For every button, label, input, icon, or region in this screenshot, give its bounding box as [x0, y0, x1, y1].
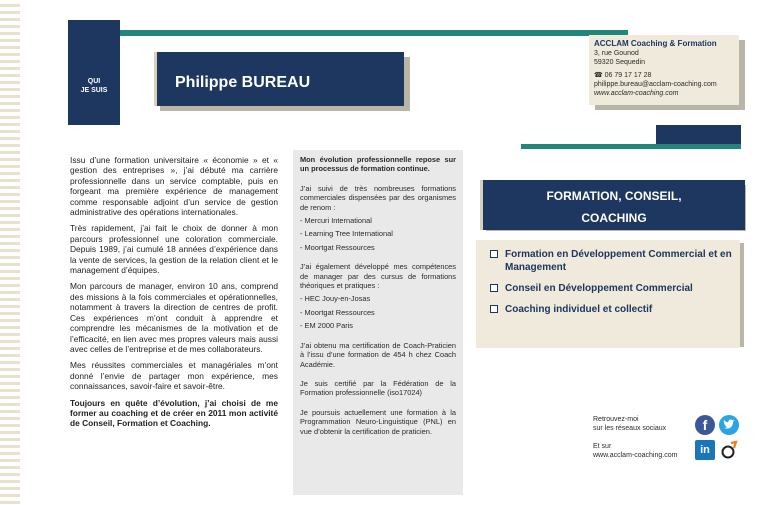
contact-email[interactable]: philippe.bureau@acclam-coaching.com: [594, 81, 717, 88]
decorative-stripes: [0, 0, 20, 505]
services-banner: [480, 180, 745, 230]
side-tab: [68, 20, 120, 125]
contact-website[interactable]: www.acclam-coaching.com: [594, 90, 679, 97]
bio-paragraph: Mon parcours de manager, environ 10 ans, comprend des missions à la fois commerciales et opérationnelles, notamment à travers la direction de centres de profit. Ces expériences m’ont conduit à apprendre et comprendre les mécanismes de la motivation et de l’efficacité, en lien avec mes propres valeurs mais aussi avec celles de l’entreprise et de mes collaborateurs.: [70, 281, 278, 354]
training-school: - Moortgat Ressources: [300, 307, 375, 317]
certification-text: J’ai obtenu ma certification de Coach-Praticien à l’issu d’une formation de 454 h chez Coach Académie.: [300, 340, 456, 369]
viadeo-icon[interactable]: [719, 440, 739, 460]
bio-paragraph-bold: Toujours en quête d’évolution, j’ai choisi de me former au coaching et de créer en 2011 mon activité de Conseil, Formation et Coaching.: [70, 397, 278, 429]
name-box: [154, 52, 404, 106]
page-title: Philippe BUREAU: [175, 74, 311, 91]
top-accent-bar: [68, 30, 628, 36]
social-line: Et sur: [593, 443, 612, 450]
social-text: [593, 415, 677, 460]
training-org: - Learning Tree International: [300, 229, 393, 239]
bio-column: [70, 155, 278, 435]
pnl-text: Je poursuis actuellement une formation à la Programmation Neuro-Linguistique (PNL) en vue d’obtenir la certification de praticien.: [300, 407, 456, 436]
training-school: - HEC Jouy-en-Josas: [300, 294, 371, 304]
contact-card: [589, 35, 739, 105]
contact-org: ACCLAM Coaching & Formation: [594, 39, 717, 48]
side-tab-line1: QUI: [87, 78, 101, 85]
facebook-icon[interactable]: f: [695, 415, 715, 435]
contact-street: 3, rue Gounod: [594, 50, 639, 57]
social-line: Retrouvez-moi: [593, 416, 639, 423]
training-intro: J’ai également développé mes compétences de manager par des cursus de formations théoriques et pratiques :: [300, 262, 456, 291]
social-website[interactable]: www.acclam-coaching.com: [593, 452, 678, 459]
training-org: - Mercuri International: [300, 216, 372, 226]
bio-paragraph: Très rapidement, j’ai fait le choix de donner à mon parcours professionnel une coloration commerciale. Depuis 1989, j’ai cumulé 18 années d’expérience dans la vente de services, la gestion de la relation client et le management d’équipes.: [70, 223, 278, 276]
twitter-icon[interactable]: [719, 415, 739, 435]
training-lead: Mon évolution professionnelle repose sur un processus de formation continue.: [300, 155, 456, 174]
training-org: - Moortgat Ressources: [300, 242, 375, 252]
accent-bar-teal: [521, 144, 741, 149]
contact-city: 59320 Sequedin: [594, 59, 645, 66]
social-line: sur les réseaux sociaux: [593, 425, 667, 432]
contact-phone: ☎ 06 79 17 17 28: [594, 72, 652, 79]
side-tab-line2: JE SUIS: [80, 87, 108, 94]
service-item: Formation en Développement Commercial et en Management: [490, 248, 732, 274]
training-intro: J’ai suivi de très nombreuses formations commerciales dispensées par des organismes de renom :: [300, 183, 456, 212]
training-column: [293, 150, 463, 495]
training-school: - EM 2000 Paris: [300, 321, 353, 331]
checkbox-icon: [490, 284, 498, 292]
banner-line: FORMATION, CONSEIL,: [546, 189, 682, 203]
banner-line: COACHING: [581, 211, 647, 225]
checkbox-icon: [490, 250, 498, 258]
bio-paragraph: Mes réussites commerciales et managériales m’ont donné l’envie de partager mon expérience, mes connaissances, savoir-faire et savoir-être.: [70, 360, 278, 392]
service-item: Conseil en Développement Commercial: [490, 282, 732, 295]
bio-paragraph: Issu d’une formation universitaire « économie » et « gestion des entreprises », j’ai débuté ma carrière professionnelle dans un service comptable, puis en forgeant ma première expérience de management comme responsable adjoint d’un service de gestion administrative des opérations internationales.: [70, 155, 278, 218]
service-item: Coaching individuel et collectif: [490, 303, 732, 316]
services-list: [476, 240, 740, 348]
checkbox-icon: [490, 305, 498, 313]
linkedin-icon[interactable]: in: [695, 440, 715, 460]
certification-text: Je suis certifié par la Fédération de la Formation professionnelle (iso17024): [300, 378, 456, 398]
